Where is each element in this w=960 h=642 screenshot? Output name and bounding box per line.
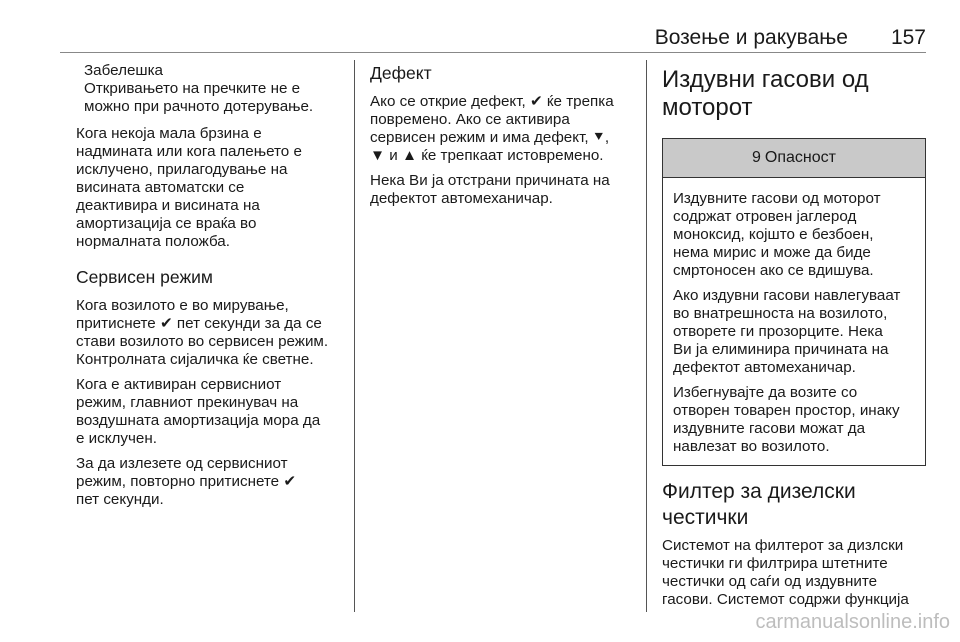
text-line: висината автоматски се [76, 179, 245, 196]
text-line: исклучено, прилагодување на [76, 161, 288, 178]
note-line: Откривањето на пречките не е [84, 80, 301, 97]
text-line: честички ги филтрира штетните [662, 555, 888, 572]
paragraph [76, 125, 346, 251]
section-heading: Дефект [370, 63, 432, 83]
heading-line: Филтер за дизелски [662, 480, 856, 503]
paragraph [76, 297, 346, 369]
text-line: нема мирис и може да биде [673, 244, 871, 261]
text-line: Ако се открие дефект, ✔ ќе трепка [370, 93, 614, 110]
page-header [60, 24, 926, 50]
text-line: навлезат во возилото. [673, 438, 830, 455]
paragraph [370, 172, 635, 208]
column-divider-1 [354, 60, 355, 612]
text-line: честички од саѓи од издувните [662, 573, 878, 590]
danger-header [663, 139, 925, 178]
text-line: Кога возилото е во мирување, [76, 297, 289, 314]
text-line: ▼ и ▲ ќе трепкаат истовремено. [370, 147, 604, 164]
text-line: режим, главниот прекинувач на [76, 394, 299, 411]
note-title: Забелешка [84, 62, 164, 79]
text-line: содржат отровен јаглерод [673, 208, 857, 225]
section-heading: Сервисен режим [76, 267, 213, 287]
text-line: режим, повторно притиснете ✔ [76, 473, 297, 490]
text-line: Избегнувајте да возите со [673, 384, 858, 401]
heading-line: честички [662, 506, 749, 529]
warning-triangle-icon: 9 [752, 149, 761, 166]
text-line: Нека Ви ја отстрани причината на [370, 172, 610, 189]
text-line: е исклучен. [76, 430, 157, 447]
text-line: притиснете ✔ пет секунди за да се [76, 315, 322, 332]
text-line: смртоносен ако се вдишува. [673, 262, 874, 279]
text-line: пет секунди. [76, 491, 164, 508]
text-line: Системот на филтерот за дизлски [662, 537, 904, 554]
text-line: моноксид, којшто е безбоен, [673, 226, 874, 243]
text-line: деактивира и висината на [76, 197, 260, 214]
paragraph [76, 455, 346, 509]
text-line: Ви ја елиминира причината на [673, 341, 889, 358]
paragraph [370, 93, 635, 165]
text-line: сервисен режим и има дефект, ⯆, [370, 129, 610, 146]
note-line: можно при рачното дотерување. [84, 98, 314, 115]
text-line: Издувните гасови од моторот [673, 190, 881, 207]
heading-line: моторот [662, 94, 753, 121]
text-line: За да излезете од сервисниот [76, 455, 288, 472]
text-line: стави возилото во сервисен режим. [76, 333, 329, 350]
text-line: надмината или кога палењето е [76, 143, 302, 160]
danger-title: Опасност [764, 149, 836, 166]
header-rule [60, 52, 926, 53]
section-heading [662, 479, 928, 531]
heading-line: Издувни гасови од [662, 66, 869, 93]
text-line: воздушната амортизација мора да [76, 412, 321, 429]
text-line: Контролната сијаличка ќе светне. [76, 351, 314, 368]
watermark-text: carmanualsonline.info [755, 611, 950, 633]
paragraph [673, 190, 915, 280]
chapter-heading [662, 66, 928, 122]
paragraph [673, 384, 915, 456]
text-line: дефектот автомеханичар. [370, 190, 553, 207]
text-line: дефектот автомеханичар. [673, 359, 856, 376]
paragraph [662, 537, 928, 609]
text-line: повремено. Ако се активира [370, 111, 570, 128]
column-3 [662, 62, 928, 616]
text-line: во внатрешноста на возилото, [673, 305, 888, 322]
danger-box [662, 138, 926, 466]
text-line: амортизација се враќа во [76, 215, 257, 232]
chapter-title: Возење и ракување [654, 26, 848, 49]
column-2 [370, 62, 635, 215]
paragraph [76, 376, 346, 448]
text-line: нормалната положба. [76, 233, 230, 250]
column-1 [76, 62, 346, 516]
danger-body [663, 178, 925, 465]
text-line: Кога некоја мала брзина е [76, 125, 262, 142]
text-line: отворен товарен простор, инаку [673, 402, 900, 419]
text-line: Кога е активиран сервисниот [76, 376, 282, 393]
page-number: 157 [890, 26, 926, 49]
paragraph [673, 287, 915, 377]
text-line: гасови. Системот содржи функција [662, 591, 909, 608]
text-line: отворете ги прозорците. Нека [673, 323, 883, 340]
text-line: Ако издувни гасови навлегуваат [673, 287, 901, 304]
note-box [84, 62, 346, 116]
text-line: издувните гасови можат да [673, 420, 866, 437]
column-divider-2 [646, 60, 647, 612]
